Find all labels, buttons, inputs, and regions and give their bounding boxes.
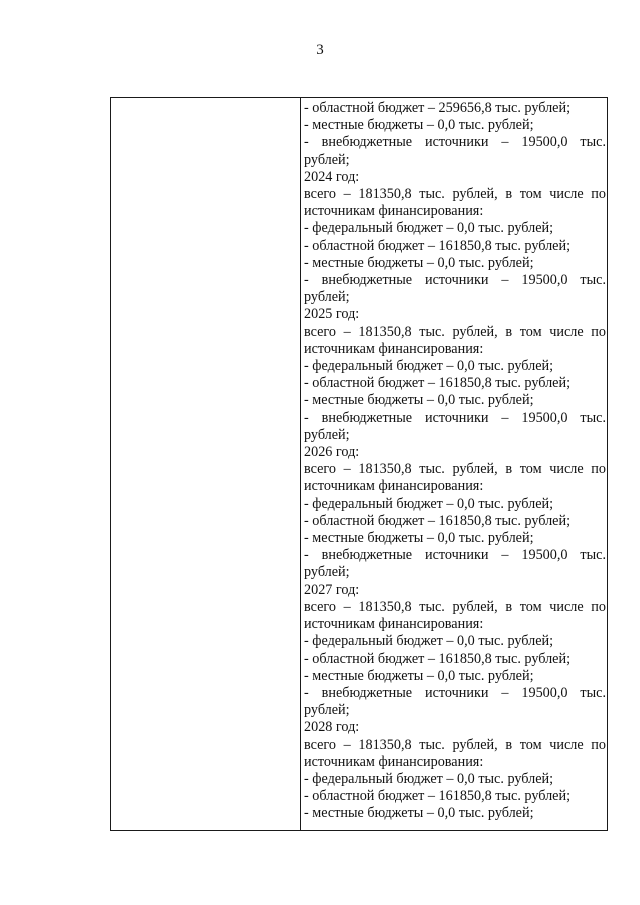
table-text-line: - внебюджетные источники – 19500,0 тыс. bbox=[304, 134, 606, 151]
table-text-line: всего – 181350,8 тыс. рублей, в том числе по bbox=[304, 598, 606, 615]
table-text-line: источникам финансирования: bbox=[304, 616, 484, 633]
table-text-line: - внебюджетные источники – 19500,0 тыс. bbox=[304, 409, 606, 426]
table-text-line: - областной бюджет – 161850,8 тыс. рублей; bbox=[304, 650, 571, 667]
table-right-cell bbox=[304, 100, 606, 823]
table-text-line: рублей; bbox=[304, 564, 350, 581]
table-left-cell bbox=[111, 98, 301, 830]
table-text-line: - федеральный бюджет – 0,0 тыс. рублей; bbox=[304, 770, 554, 787]
table-text-line: - федеральный бюджет – 0,0 тыс. рублей; bbox=[304, 358, 554, 375]
table-text-line: 2025 год: bbox=[304, 306, 360, 323]
financing-table bbox=[110, 97, 608, 831]
table-text-line: 2024 год: bbox=[304, 168, 360, 185]
table-text-line: - местные бюджеты – 0,0 тыс. рублей; bbox=[304, 805, 534, 822]
table-text-line: рублей; bbox=[304, 151, 350, 168]
table-text-line: - местные бюджеты – 0,0 тыс. рублей; bbox=[304, 254, 534, 271]
table-text-line: 2028 год: bbox=[304, 719, 360, 736]
table-text-line: всего – 181350,8 тыс. рублей, в том числе по bbox=[304, 736, 606, 753]
table-text-line: всего – 181350,8 тыс. рублей, в том числе по bbox=[304, 323, 606, 340]
table-text-line: - областной бюджет – 161850,8 тыс. рублей; bbox=[304, 512, 571, 529]
table-text-line: - федеральный бюджет – 0,0 тыс. рублей; bbox=[304, 495, 554, 512]
table-text-line: - внебюджетные источники – 19500,0 тыс. bbox=[304, 272, 606, 289]
table-text-line: 2027 год: bbox=[304, 581, 360, 598]
table-text-line: 2026 год: bbox=[304, 444, 360, 461]
table-text-line: - местные бюджеты – 0,0 тыс. рублей; bbox=[304, 392, 534, 409]
table-text-line: - местные бюджеты – 0,0 тыс. рублей; bbox=[304, 667, 534, 684]
table-text-line: - местные бюджеты – 0,0 тыс. рублей; bbox=[304, 530, 534, 547]
table-text-line: всего – 181350,8 тыс. рублей, в том числе по bbox=[304, 461, 606, 478]
table-text-line: - областной бюджет – 161850,8 тыс. рублей; bbox=[304, 375, 571, 392]
table-text-line: источникам финансирования: bbox=[304, 753, 484, 770]
table-text-line: - внебюджетные источники – 19500,0 тыс. bbox=[304, 547, 606, 564]
table-text-line: - областной бюджет – 259656,8 тыс. рублей; bbox=[304, 100, 571, 116]
table-text-line: рублей; bbox=[304, 289, 350, 306]
table-text-line: всего – 181350,8 тыс. рублей, в том числе по bbox=[304, 186, 606, 203]
table-text-line: - федеральный бюджет – 0,0 тыс. рублей; bbox=[304, 633, 554, 650]
table-text-line: рублей; bbox=[304, 702, 350, 719]
table-text-line: рублей; bbox=[304, 426, 350, 443]
table-text-line: - областной бюджет – 161850,8 тыс. рублей; bbox=[304, 237, 571, 254]
table-text-line: источникам финансирования: bbox=[304, 203, 484, 220]
table-text-line: источникам финансирования: bbox=[304, 478, 484, 495]
table-text-line: - областной бюджет – 161850,8 тыс. рублей; bbox=[304, 788, 571, 805]
page-number: 3 bbox=[316, 42, 324, 58]
table-text-line: источникам финансирования: bbox=[304, 340, 484, 357]
table-text-line: - федеральный бюджет – 0,0 тыс. рублей; bbox=[304, 220, 554, 237]
table-text-line: - местные бюджеты – 0,0 тыс. рублей; bbox=[304, 117, 534, 134]
table-text-line: - внебюджетные источники – 19500,0 тыс. bbox=[304, 684, 606, 701]
